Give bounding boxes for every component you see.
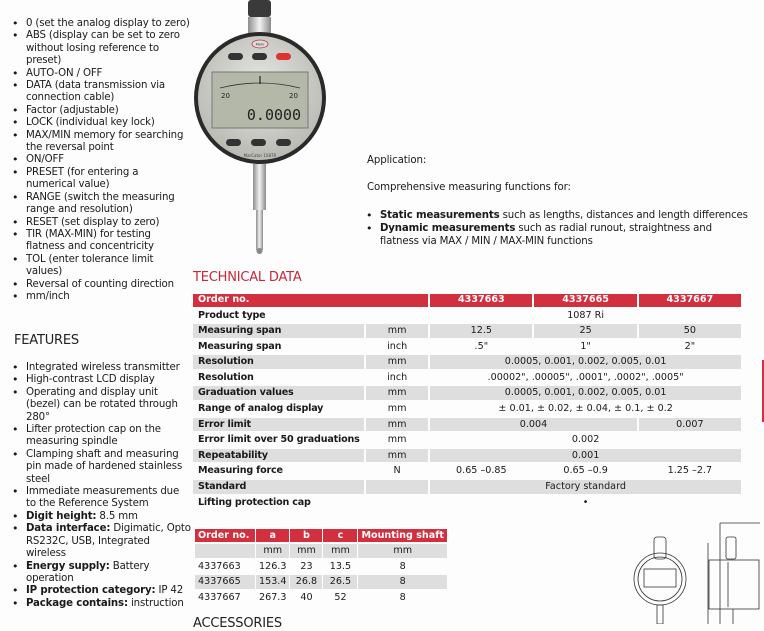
spec-row-unit — [366, 480, 428, 494]
dim-cell: 8 — [399, 560, 406, 572]
function-item — [0, 192, 190, 217]
spec-row-unit: mm — [387, 403, 407, 415]
feature-item-label: Package contains: — [26, 597, 128, 609]
spec-row-label: Error limit — [193, 418, 364, 432]
dim-unit-cell — [195, 544, 255, 557]
spec-row-value: 0.002 — [571, 434, 600, 446]
dim-cell: 4337667 — [198, 591, 241, 603]
spec-row — [193, 433, 741, 447]
feature-item — [0, 387, 192, 424]
spec-row-unit — [366, 496, 428, 510]
spec-row-label: Product type — [198, 309, 266, 321]
dim-units-row — [195, 544, 447, 557]
spec-row-label: Resolution — [193, 355, 364, 369]
dim-cell: 23 — [300, 560, 313, 572]
dim-cell: 4337665 — [195, 575, 255, 588]
dim-cell: 8 — [399, 591, 406, 603]
feature-item — [0, 362, 192, 374]
application-item-text: such as radial runout, straightness and flatness via MAX / MIN / MAX-MIN functions — [380, 222, 712, 247]
measuring-tip — [257, 248, 263, 254]
spec-row — [193, 386, 741, 400]
spec-row-unit: mm — [366, 355, 428, 369]
feature-item-text: Clamping shaft and measuring pin made of hardened stainless steel — [26, 448, 183, 485]
feature-item — [0, 424, 192, 449]
spec-row-value: 12.5 — [430, 324, 532, 338]
dim-header-cell: Order no. — [195, 529, 255, 542]
feature-item-text: 8.5 mm — [96, 510, 138, 522]
dim-row — [195, 591, 447, 604]
dim-header-cell: b — [290, 529, 322, 542]
function-item-text: mm/inch — [26, 290, 70, 302]
function-item-text: ABS (display can be set to zero without losing reference to preset) — [26, 30, 180, 67]
function-item-text: RESET (set display to zero) — [26, 216, 160, 228]
spec-row-label: Graduation values — [193, 386, 364, 400]
functions-heading-partial — [0, 0, 190, 18]
spec-row-label: Error limit over 50 graduations — [198, 434, 360, 446]
dim-unit-cell: mm — [323, 544, 357, 557]
application-item-label: Static measurements — [380, 210, 500, 221]
function-item — [0, 105, 190, 117]
application-item — [354, 223, 749, 249]
feature-item — [0, 486, 192, 511]
spec-row-value: 0.65 –0.9 — [563, 465, 608, 477]
spec-row — [193, 340, 741, 354]
spec-row-value: • — [582, 496, 589, 508]
feature-item-text: Digimatic, Opto RS232C, USB, Integrated wireless — [26, 523, 191, 560]
accessories-heading: ACCESSORIES — [193, 616, 282, 631]
function-item — [0, 229, 190, 254]
spec-row-value: 0.004 — [430, 418, 637, 432]
feature-item-label: Digit height: — [26, 510, 97, 522]
function-item-text: TIR (MAX-MIN) for testing flatness and concentricity — [26, 228, 154, 253]
functions-section — [0, 0, 190, 303]
function-item-text: AUTO-ON / OFF — [26, 67, 103, 79]
functions-list — [0, 18, 190, 303]
function-item-text: MAX/MIN memory for searching the reversal point — [26, 129, 184, 154]
spec-header-row — [193, 294, 741, 307]
dim-cell: 26.8 — [290, 575, 322, 588]
features-heading: FEATURES — [14, 333, 79, 348]
feature-item — [0, 523, 192, 560]
spec-row-unit: N — [393, 465, 401, 477]
function-item — [0, 279, 190, 291]
dim-cell: 26.5 — [323, 575, 357, 588]
memo-button — [252, 53, 267, 60]
dim-unit-cell: mm — [358, 544, 446, 557]
function-item — [0, 130, 190, 155]
spec-row — [193, 480, 741, 494]
spec-row-unit: mm — [366, 386, 428, 400]
dim-cell: 52 — [334, 591, 347, 603]
dim-header-cell: Mounting shaft — [358, 529, 446, 542]
spec-header-order-no: 4337665 — [534, 294, 636, 307]
spec-row — [193, 324, 741, 338]
spec-row-value: .5" — [474, 340, 489, 352]
spec-row-unit: inch — [387, 340, 408, 352]
spec-row — [193, 449, 741, 463]
function-item — [0, 154, 190, 166]
application-item-label: Dynamic measurements — [380, 222, 516, 234]
function-item — [0, 18, 190, 30]
drawing-lcd — [644, 569, 676, 587]
function-item — [0, 117, 190, 129]
spec-row-label: Measuring force — [198, 465, 283, 477]
feature-item-text: Operating and display unit (bezel) can be rotated through 280° — [26, 386, 178, 423]
lcd-digits: 0.0000 — [246, 106, 302, 124]
function-item — [0, 30, 190, 67]
feature-item-text: High-contrast LCD display — [26, 374, 155, 386]
technical-drawing — [620, 515, 760, 624]
top-cap — [248, 0, 271, 17]
dim-cell: 267.3 — [259, 591, 287, 603]
spec-row-unit: mm — [387, 434, 407, 446]
application-list — [354, 210, 749, 248]
spec-row-unit — [366, 309, 428, 323]
technical-data-table — [191, 292, 743, 511]
feature-item-label: Data interface: — [26, 523, 111, 535]
mode-button — [276, 139, 291, 146]
dim-cell: 40 — [300, 591, 313, 603]
spec-row-value: 0.0005, 0.001, 0.002, 0.005, 0.01 — [430, 355, 741, 369]
spec-row-value: 2" — [684, 340, 696, 352]
feature-item-label: Energy supply: — [26, 560, 110, 572]
feature-item — [0, 598, 192, 610]
feature-item — [0, 449, 192, 486]
spec-row-value: 1.25 –2.7 — [667, 465, 713, 477]
spec-header-order-no: 4337663 — [430, 294, 532, 307]
brand-text: Mahr — [255, 42, 265, 47]
application-title: Application: — [367, 155, 427, 166]
spec-header-label: Order no. — [193, 294, 428, 307]
spec-row-label: Lifting protection cap — [198, 496, 311, 508]
dim-header-cell: c — [323, 529, 357, 542]
dim-cell: 153.4 — [256, 575, 289, 588]
spec-row-unit: mm — [366, 324, 428, 338]
spec-row-value: 25 — [534, 324, 636, 338]
data-button — [251, 139, 266, 146]
product-image — [190, 0, 350, 270]
function-item — [0, 217, 190, 229]
scale-left-label: 20 — [221, 92, 230, 100]
application-item-text: such as lengths, distances and length differences — [499, 210, 748, 221]
spec-row-value: 1" — [580, 340, 591, 352]
feature-item — [0, 374, 192, 386]
feature-item-text: Lifter protection cap on the measuring spindle — [26, 424, 161, 448]
dim-header-cell: a — [256, 529, 289, 542]
function-item-text: Reversal of counting direction — [26, 278, 174, 290]
spec-row-label: Measuring span — [193, 324, 364, 338]
spec-row — [193, 464, 741, 478]
dim-cell: 126.3 — [259, 560, 287, 572]
onoff-button — [276, 53, 291, 60]
spindle — [256, 210, 263, 250]
spec-header-order-no: 4337667 — [639, 294, 741, 307]
spec-row-value: 0.001 — [430, 449, 741, 463]
function-item-text: DATA (data transmission via connection cable) — [26, 80, 166, 104]
spec-row-unit: inch — [387, 371, 408, 383]
spec-row-value: 50 — [639, 324, 741, 338]
feature-item-text: Integrated wireless transmitter — [26, 362, 180, 373]
function-item-text: RANGE (switch the measuring range and resolution) — [26, 191, 175, 216]
function-item-text: PRESET (for entering a numerical value) — [26, 166, 139, 191]
feature-item-text: IP 42 — [155, 585, 184, 597]
function-item-text: Factor (adjustable) — [26, 104, 119, 116]
spec-row-value: Factory standard — [430, 480, 741, 494]
feature-item — [0, 561, 192, 586]
dim-unit-cell: mm — [290, 544, 322, 557]
function-item — [0, 68, 190, 80]
feature-item-text: Battery operation — [26, 560, 150, 584]
dimension-drawing — [620, 515, 760, 624]
spindle-sleeve — [253, 164, 266, 210]
function-item — [0, 167, 190, 192]
drawing-cap — [654, 537, 666, 559]
dial-indicator-illustration — [190, 0, 350, 270]
features-section — [0, 362, 192, 610]
spec-row-label: Standard — [193, 480, 364, 494]
spec-row — [193, 402, 741, 416]
spec-row-label: Measuring span — [198, 340, 282, 352]
model-text: MarCator 1087R — [243, 153, 277, 158]
dim-unit-cell: mm — [256, 544, 289, 557]
spec-row-value: 0.65 –0.85 — [456, 465, 507, 477]
function-item-text: LOCK (individual key lock) — [26, 117, 155, 129]
dim-header-row — [195, 529, 447, 542]
dim-row — [195, 560, 447, 573]
spec-row — [193, 371, 741, 385]
technical-data-heading: TECHNICAL DATA — [193, 270, 302, 285]
features-list — [0, 362, 192, 610]
dim-cell: 4337663 — [198, 560, 241, 572]
feature-item — [0, 511, 192, 523]
spec-row-value: ± 0.01, ± 0.02, ± 0.04, ± 0.1, ± 0.2 — [498, 403, 673, 415]
feature-item-text: Immediate measurements due to the Reference System — [26, 486, 180, 510]
preset-button — [226, 139, 241, 146]
function-item-text: TOL (enter tolerance limit values) — [26, 253, 154, 278]
feature-item-label: IP protection category: — [26, 585, 156, 597]
spec-row-unit: mm — [366, 418, 428, 432]
spec-row-label: Resolution — [198, 371, 254, 383]
function-item-text: ON/OFF — [26, 154, 64, 166]
dim-cell: 8 — [358, 575, 446, 588]
spec-row-unit: mm — [366, 449, 428, 463]
dim-row — [195, 575, 447, 588]
spec-row — [193, 355, 741, 369]
spec-row-value: 0.0005, 0.001, 0.002, 0.005, 0.01 — [430, 386, 741, 400]
application-intro: Comprehensive measuring functions for: — [367, 182, 571, 193]
function-item-text: 0 (set the analog display to zero) — [26, 18, 190, 29]
dim-cell: 13.5 — [329, 560, 352, 572]
application-item — [354, 210, 749, 223]
spec-row-label: Repeatability — [193, 449, 364, 463]
feature-item-text: instruction — [127, 597, 184, 609]
dimensions-table — [194, 527, 448, 606]
spec-row-value: .00002", .00005", .0001", .0002", .0005" — [487, 371, 684, 383]
feature-item — [0, 585, 192, 597]
function-item — [0, 291, 190, 303]
spec-row-value: 1087 Ri — [567, 309, 604, 321]
spec-row — [193, 418, 741, 432]
scale-right-label: 20 — [289, 92, 298, 100]
spec-row — [193, 496, 741, 510]
drawing-bezel — [634, 553, 686, 605]
function-item — [0, 80, 190, 105]
spec-row-value: 0.007 — [639, 418, 741, 432]
tol-button — [228, 53, 243, 60]
spec-row-label: Range of analog display — [198, 403, 324, 415]
spec-row — [193, 309, 741, 323]
drawing-side — [709, 560, 759, 609]
function-item — [0, 254, 190, 279]
